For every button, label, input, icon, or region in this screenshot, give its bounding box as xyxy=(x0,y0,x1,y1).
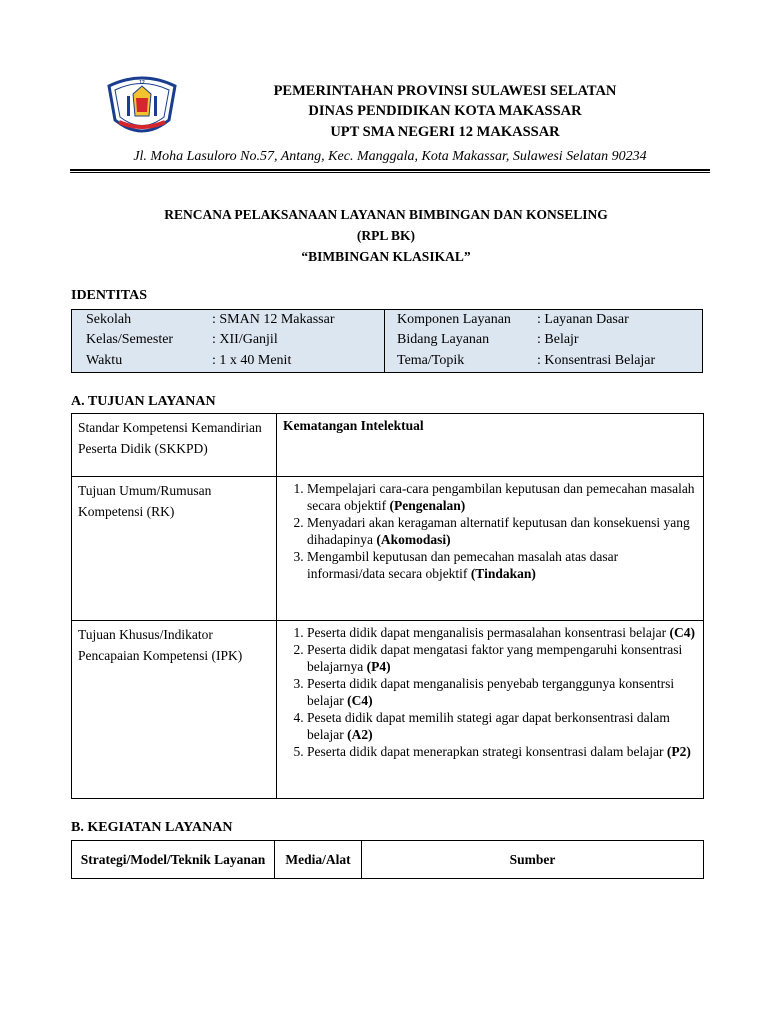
header-line-2: DINAS PENDIDIKAN KOTA MAKASSAR xyxy=(308,103,582,119)
header-divider-thin xyxy=(70,172,710,173)
school-logo-icon xyxy=(103,72,181,138)
skkpd-label: Standar Kompetensi Kemandirian Peserta Didik (SKKPD) xyxy=(72,414,277,477)
rk-list xyxy=(283,480,697,582)
col-header-strategi: Strategi/Model/Teknik Layanan xyxy=(72,841,275,879)
ident-value: : Layanan Dasar xyxy=(537,312,629,327)
ipk-list xyxy=(283,624,697,760)
header-divider xyxy=(70,169,710,171)
svg-text:12: 12 xyxy=(139,80,145,86)
table-row xyxy=(72,414,704,477)
header-address: Jl. Moha Lasuloro No.57, Antang, Kec. Manggala, Kota Makassar, Sulawesi Selatan 90234 xyxy=(133,149,647,164)
list-item: 5. Peserta didik dapat menerapkan strategi konsentrasi dalam belajar (P2) xyxy=(307,743,697,760)
rk-label: Tujuan Umum/Rumusan Kompetensi (RK) xyxy=(72,477,277,621)
col-header-media: Media/Alat xyxy=(275,841,362,879)
col-header-sumber: Sumber xyxy=(362,841,704,879)
list-item: 3. Peserta didik dapat menganalisis penyebab terganggunya konsentrsi belajar (C4) xyxy=(307,675,697,709)
list-item: 1. Peserta didik dapat menganalisis permasalahan konsentrasi belajar (C4) xyxy=(307,624,697,641)
doc-title-1: RENCANA PELAKSANAAN LAYANAN BIMBINGAN DAN KONSELING xyxy=(164,207,608,222)
identity-table xyxy=(71,309,703,373)
ident-label: Tema/Topik xyxy=(397,353,465,368)
kegiatan-heading: B. KEGIATAN LAYANAN xyxy=(71,820,233,835)
ident-value: : Konsentrasi Belajar xyxy=(537,353,656,368)
list-item: 4. Peseta didik dapat memilih stategi agar dapat berkonsentrasi dalam belajar (A2) xyxy=(307,709,697,743)
skkpd-value: Kematangan Intelektual xyxy=(277,414,704,477)
list-item: 2. Peserta didik dapat mengatasi faktor yang mempengaruhi konsentrasi belajarnya (P4) xyxy=(307,641,697,675)
ident-value: : 1 x 40 Menit xyxy=(212,353,292,368)
ident-label: Kelas/Semester xyxy=(86,332,174,347)
ident-label: Waktu xyxy=(86,353,123,368)
ident-label: Komponen Layanan xyxy=(397,312,511,327)
table-row xyxy=(72,477,704,621)
ipk-label: Tujuan Khusus/Indikator Pencapaian Kompetensi (IPK) xyxy=(72,621,277,799)
list-item: 1. Mempelajari cara-cara pengambilan keputusan dan pemecahan masalah secara objektif (Pengenalan) xyxy=(307,480,697,514)
ident-value: : SMAN 12 Makassar xyxy=(212,312,335,327)
ipk-cell xyxy=(277,621,704,799)
doc-title-2: (RPL BK) xyxy=(356,228,416,243)
table-row xyxy=(72,621,704,799)
header-line-3: UPT SMA NEGERI 12 MAKASSAR xyxy=(330,124,560,140)
tujuan-table xyxy=(71,413,704,799)
list-item: 2. Menyadari akan keragaman alternatif keputusan dan konsekuensi yang dihadapinya (Akomodasi) xyxy=(307,514,697,548)
ident-value: : XII/Ganjil xyxy=(212,332,278,347)
table-row xyxy=(72,841,704,879)
identitas-heading: IDENTITAS xyxy=(71,288,147,303)
doc-title-3: “BIMBINGAN KLASIKAL” xyxy=(301,249,471,264)
kegiatan-table xyxy=(71,840,704,879)
header-line-1: PEMERINTAHAN PROVINSI SULAWESI SELATAN xyxy=(273,83,617,99)
ident-label: Bidang Layanan xyxy=(397,332,490,347)
rk-cell xyxy=(277,477,704,621)
list-item: 3. Mengambil keputusan dan pemecahan masalah atas dasar informasi/data secara objektif (Tindakan) xyxy=(307,548,697,582)
tujuan-heading: A. TUJUAN LAYANAN xyxy=(71,394,216,409)
ident-value: : Belajr xyxy=(537,332,579,347)
ident-label: Sekolah xyxy=(86,312,132,327)
